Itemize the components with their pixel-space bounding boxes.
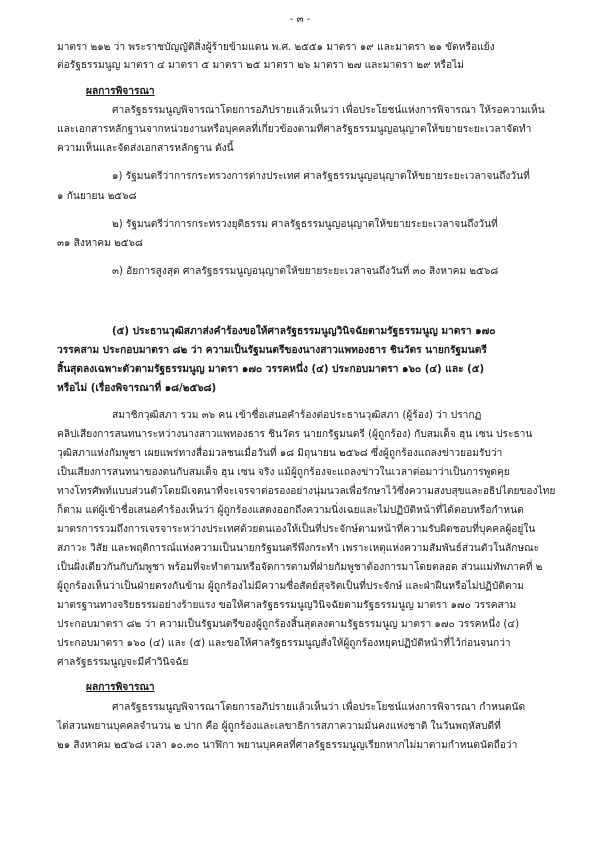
text-line: มาตรา ๒๑๒ ว่า พระราชบัญญัติสิ่งผู้ร้ายข้ามแดน พ.ศ. ๒๕๕๑ มาตรา ๑๙ และมาตรา ๒๑ ขัดหรือแย้ง: [57, 42, 495, 53]
text-line: ประกอบมาตรา ๑๖๐ (๔) และ (๕) และขอให้ศาลรัฐธรรมนูญสั่งให้ผู้ถูกร้องหยุดปฏิบัติหน้าที่ไว้ก่อนจนกว่า: [57, 638, 511, 649]
text-line: ประกอบมาตรา ๘๒ ว่า ความเป็นรัฐมนตรีของผู้ถูกร้องสิ้นสุดลงตามรัฐธรรมนูญ มาตรา ๑๗๐ วรรคหนึ่ง (๔): [57, 619, 520, 630]
text-line: มาตรฐานทางจริยธรรมอย่างร้ายแรง ขอให้ศาลรัฐธรรมนูญวินิจฉัยตามรัฐธรรมนูญ มาตรา ๑๗๐ วรรคสาม: [57, 600, 517, 611]
case-heading: วรรคสาม ประกอบมาตรา ๘๒ ว่า ความเป็นรัฐมนตรีของนางสาวแพทองธาร ชินวัตร นายกรัฐมนตรี: [57, 345, 487, 356]
case-heading: สิ้นสุดลงเฉพาะตัวตามรัฐธรรมนูญ มาตรา ๑๗๐ วรรคหนึ่ง (๔) ประกอบมาตรา ๑๖๐ (๔) และ (๕): [57, 364, 485, 375]
section-heading: ผลการพิจารณา: [86, 682, 155, 693]
text-line: ทางโทรศัพท์แบบส่วนตัวโดยมีเจตนาที่จะเจรจาต่อรองอย่างนุ่มนวลเพื่อรักษาไว้ซึ่งความสงบสุขและอธิปไตยของไทย: [57, 486, 556, 497]
text-line: มาตรการรวมถึงการเจรจาระหว่างประเทศด้วยตนเองให้เป็นที่ประจักษ์ตามหน้าที่ความรับผิดชอบที่บุคคลผู้อยู่ใน: [57, 524, 536, 535]
case-heading: หรือไม่ (เรื่องพิจารณาที่ ๑๘/๒๕๖๘): [57, 383, 217, 394]
text-line: ๓๑ สิงหาคม ๒๕๖๘: [57, 238, 143, 249]
section-heading: ผลการพิจารณา: [86, 86, 155, 97]
page-number: - ๓ -: [289, 14, 311, 25]
text-line: และเอกสารหลักฐานจากหน่วยงานหรือบุคคลที่เกี่ยวข้องตามที่ศาลรัฐธรรมนูญอนุญาตให้ขยายระยะเวลาจัดทำ: [57, 124, 532, 135]
list-item: ๓) อัยการสูงสุด ศาลรัฐธรรมนูญอนุญาตให้ขยายระยะเวลาจนถึงวันที่ ๓๐ สิงหาคม ๒๕๖๘: [112, 266, 499, 277]
text-line: เป็นเสียงการสนทนาของตนกับสมเด็จ ฮุน เซน จริง แม้ผู้ถูกร้องจะแถลงข่าวในเวลาต่อมาว่าเป็นการพูดคุย: [57, 467, 510, 478]
text-line: ศาลรัฐธรรมนูญพิจารณาโดยการอภิปรายแล้วเห็นว่า เพื่อประโยชน์แห่งการพิจารณา กำหนดนัด: [112, 702, 526, 713]
text-line: คลิปเสียงการสนทนาระหว่างนางสาวแพทองธาร ชินวัตร นายกรัฐมนตรี (ผู้ถูกร้อง) กับสมเด็จ ฮุน เซน ประธาน: [57, 429, 533, 440]
text-line: ต่อรัฐธรรมนูญ มาตรา ๔ มาตรา ๕ มาตรา ๒๕ มาตรา ๒๖ มาตรา ๒๗ และมาตรา ๒๙ หรือไม่: [57, 60, 464, 71]
text-line: ศาลรัฐธรรมนูญพิจารณาโดยการอภิปรายแล้วเห็นว่า เพื่อประโยชน์แห่งการพิจารณา ให้รอความเห็น: [112, 105, 545, 116]
text-line: สภาวะ วิสัย และพฤติการณ์แห่งความเป็นนายกรัฐมนตรีพึงกระทำ เพราะเหตุแห่งความสัมพันธ์ส่วนตัวในลักษณะ: [57, 543, 540, 554]
text-line: วุฒิสภาแห่งกัมพูชา เผยแพร่ทางสื่อมวลชนเมื่อวันที่ ๑๘ มิถุนายน ๒๕๖๘ ซึ่งผู้ถูกร้องแถลงข่าวยอมรับว่า: [57, 448, 503, 459]
text-line: ศาลรัฐธรรมนูญจะมีคำวินิจฉัย: [57, 657, 189, 668]
text-line: ความเห็นและจัดส่งเอกสารหลักฐาน ดังนี้: [57, 143, 234, 154]
text-line: สมาชิกวุฒิสภา รวม ๓๖ คน เข้าชื่อเสนอคำร้องต่อประธานวุฒิสภา (ผู้ร้อง) ว่า ปรากฏ: [112, 410, 482, 421]
text-line: ๒๑ สิงหาคม ๒๕๖๘ เวลา ๑๐.๓๐ นาฬิกา พยานบุคคลที่ศาลรัฐธรรมนูญเรียกหากไม่มาตามกำหนดนัดถือว่า: [57, 740, 518, 751]
list-item: ๒) รัฐมนตรีว่าการกระทรวงยุติธรรม ศาลรัฐธรรมนูญอนุญาตให้ขยายระยะเวลาจนถึงวันที่: [112, 219, 498, 230]
case-heading: (๕) ประธานวุฒิสภาส่งคำร้องขอให้ศาลรัฐธรรมนูญวินิจฉัยตามรัฐธรรมนูญ มาตรา ๑๗๐: [112, 326, 496, 337]
text-line: ๑ กันยายน ๒๕๖๘: [57, 191, 137, 202]
list-item: ๑) รัฐมนตรีว่าการกระทรวงการต่างประเทศ ศาลรัฐธรรมนูญอนุญาตให้ขยายระยะเวลาจนถึงวันที่: [112, 171, 530, 182]
text-line: ไต่สวนพยานบุคคลจำนวน ๒ ปาก คือ ผู้ถูกร้องและเลขาธิการสภาความมั่นคงแห่งชาติ ในวันพฤหัสบดีที่: [57, 721, 501, 732]
text-line: ก็ตาม แต่ผู้เข้าชื่อเสนอคำร้องเห็นว่า ผู้ถูกร้องแสดงออกถึงความนิ่งเฉยและไม่ปฏิบัติหน้าที่ได้ตอบหรือกำหนด: [57, 505, 524, 516]
text-line: เป็นฝั่งเดียวกันกับกัมพูชา พร้อมที่จะทำตามหรือจัดการตามที่ฝ่ายกัมพูชาต้องการมาโดยตลอด ส่วนแม่ทัพภาคที่ ๒: [57, 562, 543, 573]
text-line: ผู้ถูกร้องเห็นว่าเป็นฝ่ายตรงกันข้าม ผู้ถูกร้องไม่มีความซื่อสัตย์สุจริตเป็นที่ประจักษ์ และฝ่าฝืนหรือไม่ปฏิบัติตาม: [57, 581, 525, 592]
